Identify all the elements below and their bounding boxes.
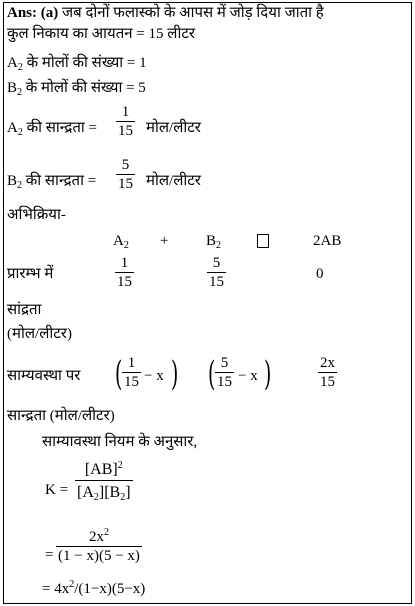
k-fraction: $\frac{[AB]^2}{[A_2][B_2]}$ [77,460,131,503]
ans-label: Ans: [7,5,38,21]
part-label: (a) [40,5,59,21]
reactant-a2: $A_2$ [113,233,129,251]
conc-unit-footer: सान्द्रता (मोल/लीटर) [7,408,115,424]
plus-sign: + [160,233,169,249]
eq-a-close-paren: ) [170,354,179,394]
conc-a2-unit: मोल/लीटर [146,120,201,136]
equilibrium-arrow-icon [257,234,269,248]
eq-b-close-paren: ) [263,354,272,394]
eq-b-minus-x: − x [238,368,258,384]
moles-a2: $A_2$ के मोलों की संख्या = 1 [7,55,147,73]
conc-a2-label: $A_2$ की सान्द्रता = [7,120,98,138]
product-ab: 2AB [313,233,342,249]
conc-b2-label: $B_2$ की सान्द्रता = [7,173,97,191]
equilibrium-law-label: साम्यावस्था नियम के अनुसार, [42,434,198,450]
eq2-fraction: $\frac{2x^2}{(1 - x)(5 - x)}$ [58,527,140,564]
conc-label-line-2: (मोल/लीटर) [7,326,72,342]
intro-line-1 [7,5,324,22]
k-lhs: K = [45,482,69,498]
intro-text: जब दोनों फलास्को के आपस में जोड़ दिया जाता है [62,5,324,21]
conc-b2-fraction: $\frac{5}{15}$ [118,157,133,192]
eq-b-open-paren: ( [207,354,216,394]
eq-b-fraction: $\frac{5}{15}$ [217,355,232,390]
conc-b2-unit: मोल/लीटर [146,173,201,189]
eq-a-open-paren: ( [114,354,123,394]
initial-ab: 0 [316,266,324,282]
eq-a-minus-x: − x [144,368,164,384]
final-expression: = $4x^2/(1-x)(5-x)$ [42,579,146,597]
eq-ab-fraction: $\frac{2x}{15}$ [320,355,335,390]
initial-a-fraction: $\frac{1}{15}$ [117,255,132,290]
moles-b2: $B_2$ के मोलों की संख्या = 5 [7,80,146,98]
equilibrium-label: साम्यवस्था पर [7,368,81,384]
initial-b-fraction: $\frac{5}{15}$ [209,255,224,290]
reactant-b2: $B_2$ [206,233,222,251]
reaction-label: अभिक्रिया- [7,207,66,223]
eq-a-fraction: $\frac{1}{15}$ [124,355,139,390]
intro-line-2: कुल निकाय का आयतन = 15 लीटर [7,26,196,42]
eq2-lhs: = [45,547,54,563]
conc-label-line-1: सांद्रता [7,302,42,318]
initial-label: प्रारम्भ में [7,266,54,282]
conc-a2-fraction: $\frac{1}{15}$ [118,104,133,139]
